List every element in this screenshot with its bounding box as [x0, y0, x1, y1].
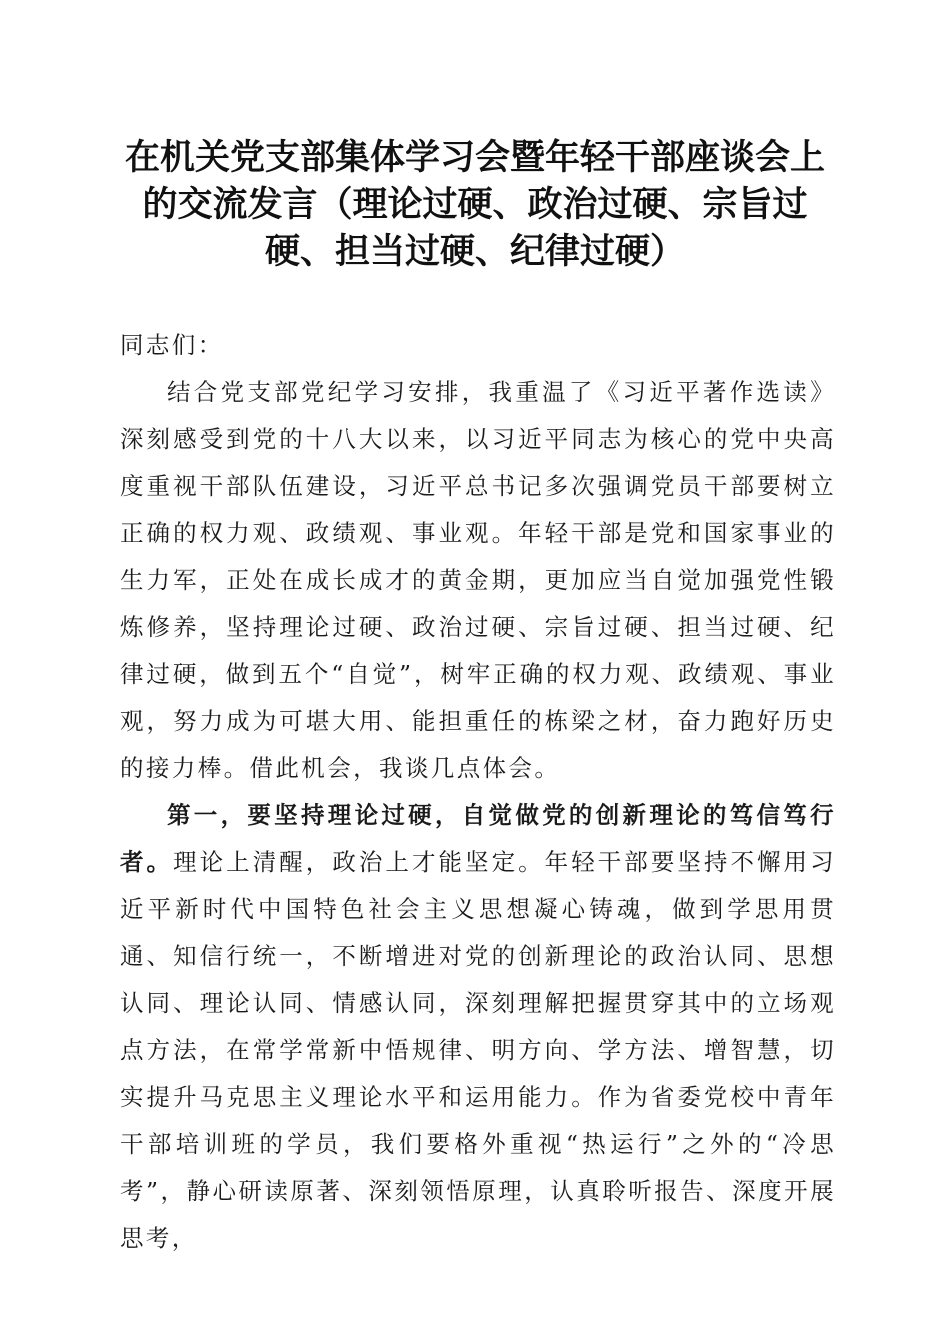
- paragraph-lead: 第一，要坚持理论过硬，自觉做党的创新理论的笃信笃行者。: [120, 801, 836, 876]
- paragraph-first-point: [120, 792, 836, 1262]
- document-body: [120, 322, 836, 1262]
- paragraph-intro: [120, 369, 836, 792]
- document-title: 在机关党支部集体学习会暨年轻干部座谈会上的交流发言（理论过硬、政治过硬、宗旨过硬、担当过硬、纪律过硬）: [124, 137, 825, 272]
- paragraph-text: 理论上清醒，政治上才能坚定。年轻干部要坚持不懈用习近平新时代中国特色社会主义思想凝心铸魂，做到学思用贯通、知信行统一，不断增进对党的创新理论的政治认同、思想认同、理论认同、情感认同，深刻理解把握贯穿其中的立场观点方法，在常学常新中悟规律、明方向、学方法、增智慧，切实提升马克思主义理论水平和运用能力。作为省委党校中青年干部培训班的学员，我们要格外重视“热运行”之外的“冷思考”，静心研读原著、深刻领悟原理，认真聆听报告、深度开展思考，: [120, 848, 836, 1252]
- greeting: 同志们：: [120, 331, 224, 359]
- paragraph-text: 结合党支部党纪学习安排，我重温了《习近平著作选读》深刻感受到党的十八大以来，以习近平同志为核心的党中央高度重视干部队伍建设，习近平总书记多次强调党员干部要树立正确的权力观、政绩观、事业观。年轻干部是党和国家事业的生力军，正处在成长成才的黄金期，更加应当自觉加强党性锻炼修养，坚持理论过硬、政治过硬、宗旨过硬、担当过硬、纪律过硬，做到五个“自觉”，树牢正确的权力观、政绩观、事业观，努力成为可堪大用、能担重任的栋梁之材，奋力跑好历史的接力棒。借此机会，我谈几点体会。: [120, 378, 836, 782]
